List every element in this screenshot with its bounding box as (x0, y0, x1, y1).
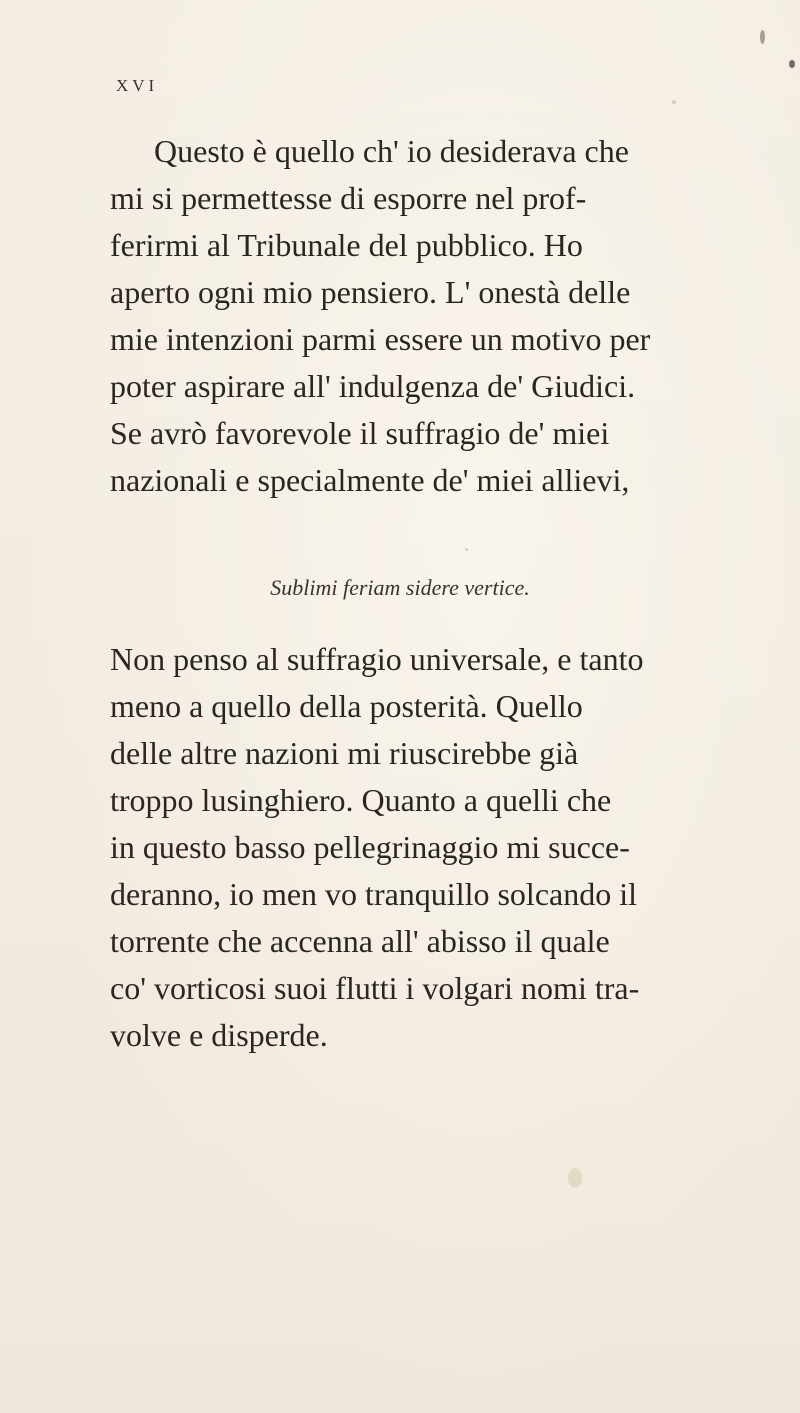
text-line: Se avrò favorevole il suffragio de' miei (110, 415, 610, 451)
text-line: Questo è quello ch' io desiderava che (154, 133, 629, 169)
text-line: ferirmi al Tribunale del pubblico. Ho (110, 227, 583, 263)
text-line: in questo basso pellegrinaggio mi succe- (110, 829, 630, 865)
paper-speck (760, 30, 765, 44)
paragraph-1 (110, 128, 710, 504)
text-line: meno a quello della posterità. Quello (110, 688, 583, 724)
paper-speck (465, 548, 468, 551)
text-line: volve e disperde. (110, 1017, 328, 1053)
text-line: torrente che accenna all' abisso il quale (110, 923, 610, 959)
paper-speck (568, 1168, 582, 1188)
text-line: delle altre nazioni mi riuscirebbe già (110, 735, 579, 771)
text-line: poter aspirare all' indulgenza de' Giudici. (110, 368, 636, 404)
text-line: mi si permettesse di esporre nel prof- (110, 180, 587, 216)
paper-speck (789, 60, 795, 68)
page-number: XVI (116, 76, 159, 95)
text-line: nazionali e specialmente de' miei allievi, (110, 462, 630, 498)
text-line: Non penso al suffragio universale, e tanto (110, 641, 644, 677)
text-line: aperto ogni mio pensiero. L' onestà delle (110, 274, 631, 310)
epigraph: Sublimi feriam sidere vertice. (270, 575, 530, 600)
paper-speck (672, 100, 676, 104)
text-line: deranno, io men vo tranquillo solcando il (110, 876, 637, 912)
text-line: co' vorticosi suoi flutti i volgari nomi tra- (110, 970, 640, 1006)
paragraph-2 (110, 636, 710, 1059)
text-line: troppo lusinghiero. Quanto a quelli che (110, 782, 612, 818)
text-line: mie intenzioni parmi essere un motivo per (110, 321, 651, 357)
